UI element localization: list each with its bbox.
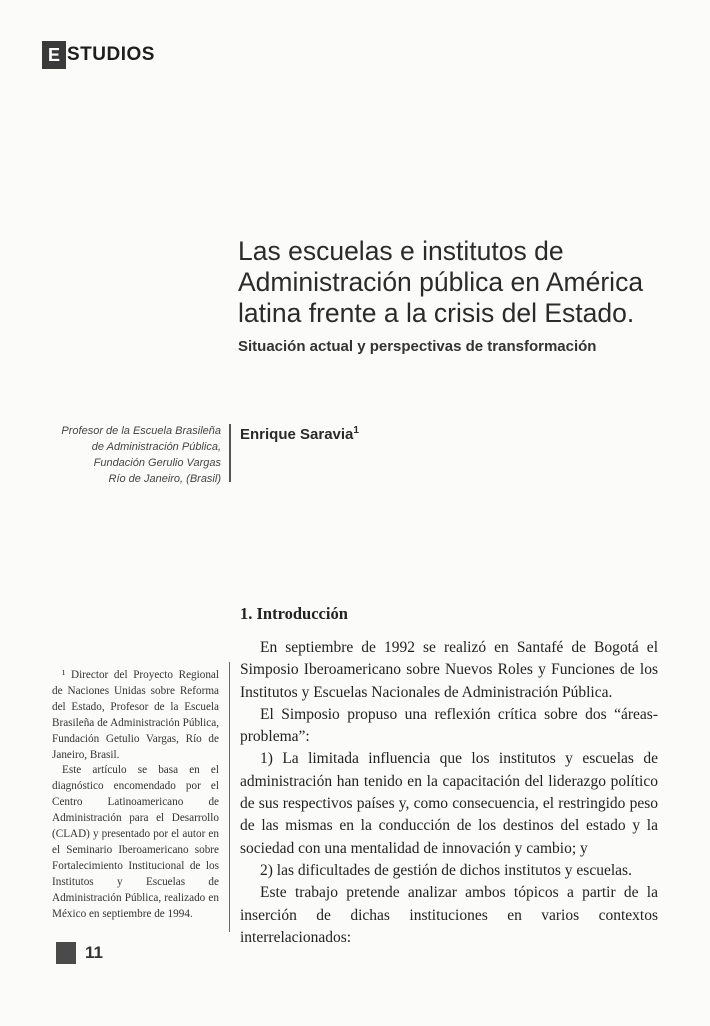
section-name: STUDIOS [67, 44, 155, 65]
body-paragraph: El Simposio propuso una reflexión crítica sobre dos “áreas-problema”: [240, 705, 658, 746]
article-subtitle: Situación actual y perspectivas de transformación [238, 338, 597, 355]
footnote-paragraph: ¹ Director del Proyecto Regional de Naciones Unidas sobre Reforma del Estado, Profesor de la Escuela Brasileña de Administración Pública, Fundación Getulio Vargas, Río de Janeiro, Brasil. [52, 669, 219, 761]
page-number [56, 942, 103, 964]
footnote-divider [229, 662, 230, 932]
body-text [240, 637, 658, 949]
body-paragraph: En septiembre de 1992 se realizó en Santafé de Bogotá el Simposio Iberoamericano sobre Nuevos Roles y Funciones de los Institutos y Escuelas Nacionales de Administración Pública. [240, 639, 658, 701]
title-line: Las escuelas e institutos de [238, 236, 564, 266]
author-affiliation [30, 423, 221, 487]
affiliation-line: Profesor de la Escuela Brasileña [61, 425, 221, 437]
affiliation-line: Fundación Gerulio Vargas [93, 457, 221, 469]
page-number-box [56, 942, 76, 964]
footnote-paragraph: Este artículo se basa en el diagnóstico encomendado por el Centro Latinoamericano de Administración para el Desarrollo (CLAD) y presentado por el autor en el Seminario Iberoamericano sobre Fortalecimiento Institucional de los Institutos y Escuelas de Administración Pública, realizado en México en septiembre de 1994. [52, 764, 219, 920]
article-title [238, 236, 688, 329]
affiliation-line: de Administración Pública, [91, 441, 221, 453]
article-title-block [238, 236, 688, 355]
section-initial-box: E [42, 41, 66, 69]
footnote [52, 668, 219, 923]
affiliation-divider [229, 424, 231, 482]
body-paragraph: 1) La limitada influencia que los institutos y escuelas de administración han tenido en la capacitación del liderazgo político de sus respectivos países y, como consecuencia, el restringido peso de las mismas en la conducción de los destinos del estado y la sociedad con una mentalidad de innovación y cambio; y [240, 750, 658, 857]
author-name [240, 425, 359, 443]
title-line: latina frente a la crisis del Estado. [238, 298, 635, 328]
section-header [42, 41, 155, 69]
section-heading: 1. Introducción [240, 604, 348, 623]
title-line: Administración pública en América [238, 267, 644, 297]
author-footnote-mark: 1 [353, 425, 359, 436]
body-paragraph: 2) las dificultades de gestión de dichos institutos y escuelas. [260, 861, 632, 879]
author-name-text: Enrique Saravia [240, 426, 354, 443]
page-number-text: 11 [85, 943, 103, 962]
body-paragraph: Este trabajo pretende analizar ambos tópicos a partir de la inserción de dichas instituciones en varios contextos interrelacionados: [240, 884, 658, 946]
affiliation-line: Río de Janeiro, (Brasil) [108, 473, 221, 485]
